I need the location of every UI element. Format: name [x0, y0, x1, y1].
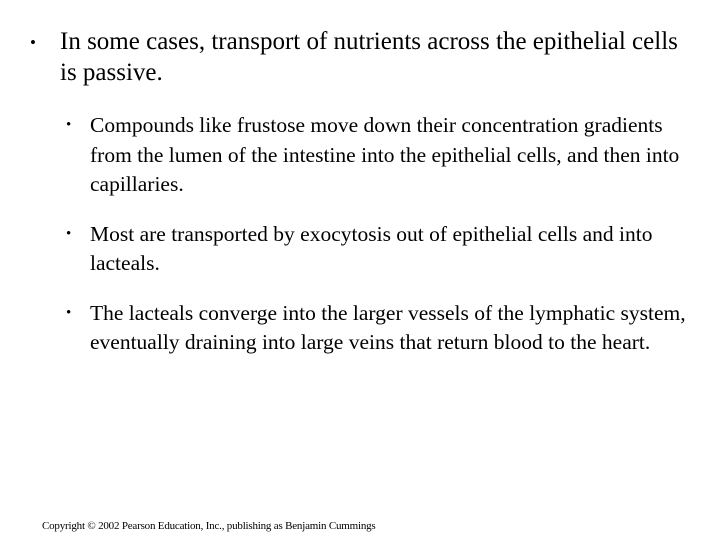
main-bullet-text: In some cases, transport of nutrients across the epithelial cells is passive.: [60, 28, 678, 86]
bullet-marker: •: [66, 304, 72, 321]
bullet-marker: •: [30, 33, 36, 52]
copyright-footer: Copyright © 2002 Pearson Education, Inc., publishing as Benjamin Cummings: [42, 520, 376, 532]
main-bullet: [30, 26, 690, 88]
bullet-marker: •: [66, 117, 72, 133]
sub-bullet: [66, 220, 696, 279]
sub-bullet-text: Most are transported by exocytosis out of epithelial cells and into lacteals.: [90, 221, 653, 275]
sub-bullet: [66, 111, 696, 200]
sub-bullet-text: Compounds like frustose move down their concentration gradients from the lumen of the intestine into the epithelial cells, and then into capillaries.: [90, 113, 680, 196]
sub-bullet-text: The lacteals converge into the larger vessels of the lymphatic system, eventually draining into large veins that return blood to the heart.: [90, 300, 686, 354]
sub-bullet-list: [66, 111, 696, 378]
bullet-marker: •: [66, 225, 72, 242]
sub-bullet: [66, 299, 696, 358]
